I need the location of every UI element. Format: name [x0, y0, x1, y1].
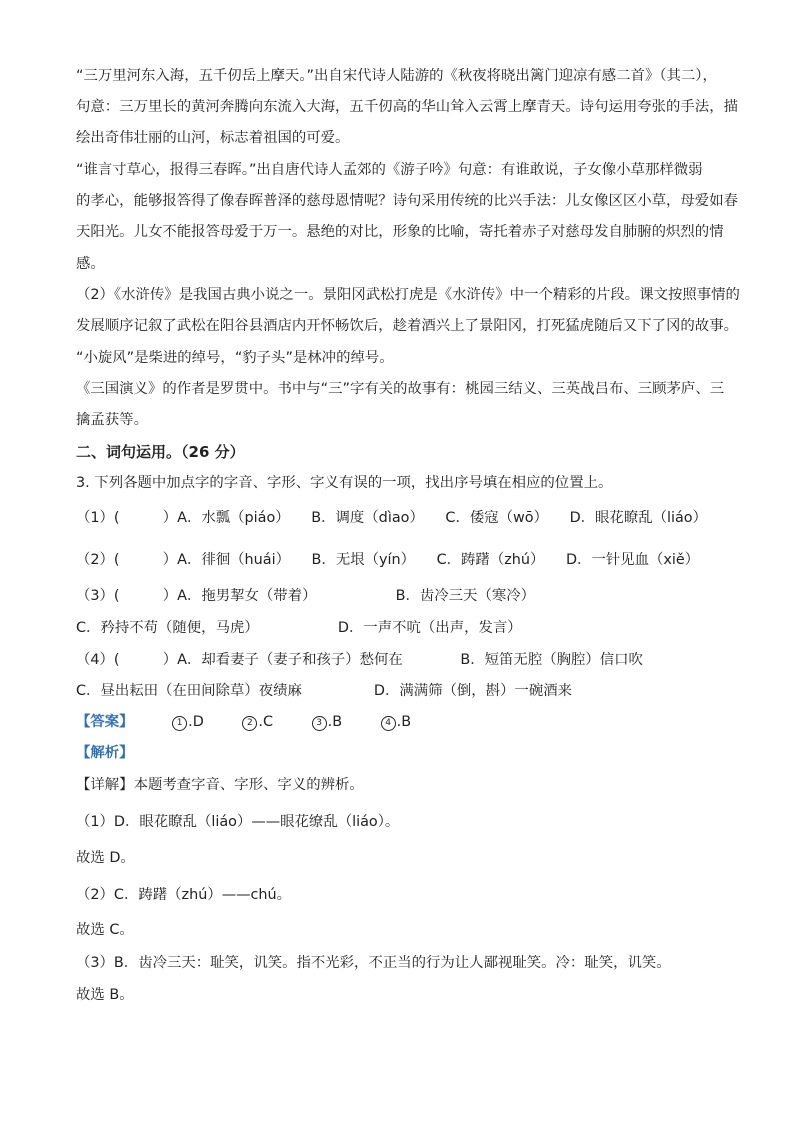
explanation-line: （3）B．齿冷三天：耻笑，讥笑。指不光彩，不正当的行为让人鄙视耻笑。冷：耻笑，讥笑。 — [76, 955, 671, 971]
question-stem: 3. 下列各题中加点字的字音、字形、字义有误的一项，找出序号填在相应的位置上。 — [76, 475, 613, 491]
answer-item: 1 .D — [172, 712, 204, 732]
text-line: “三万里河东入海，五千仞岳上摩天。”出自宋代诗人陆游的《秋夜将晓出篱门迎凉有感二首》（其二）， — [76, 68, 717, 84]
question-option-line: C．矜持不苟（随便，马虎） D．一声不吭（出声，发言） — [76, 620, 522, 636]
answer-item: 3 .B — [312, 712, 342, 732]
answer-label: 【答案】 — [76, 714, 134, 730]
conclusion-line: 故选 B。 — [76, 987, 134, 1003]
text-line: 天阳光。儿女不能报答母爱于万一。悬绝的对比，形象的比喻，寄托着赤子对慈母发自肺腑的炽烈的情 — [76, 224, 724, 240]
circled-number: 2 — [242, 716, 257, 731]
answer-item: 4 .B — [381, 712, 411, 732]
question-item: （4）( ）A．却看妻子（妻子和孩子）愁何在 B．短笛无腔（胸腔）信口吹 — [76, 652, 643, 668]
text-line: 发展顺序记叙了武松在阳谷县酒店内开怀畅饮后，趁着酒兴上了景阳冈，打死猛虎随后又下了冈的故事。 — [76, 318, 738, 334]
text-line: 句意：三万里长的黄河奔腾向东流入大海，五千仞高的华山耸入云霄上摩青天。诗句运用夸张的手法，描 — [76, 99, 738, 115]
answer-item: 2 .C — [242, 712, 273, 732]
text-line: 的孝心，能够报答得了像春晖普泽的慈母恩情呢？诗句采用传统的比兴手法：儿女像区区小草，母爱如春 — [76, 193, 738, 209]
question-item: （1）( ）A．水瓢（piáo） B．调度（dìao） C．倭寇（wō） D．眼花瞭乱（liáo） — [76, 510, 708, 526]
section-heading: 二、词句运用。（26 分） — [76, 443, 245, 461]
conclusion-line: 故选 C。 — [76, 922, 134, 938]
detail-line: 【详解】本题考查字音、字形、字义的辨析。 — [76, 777, 364, 793]
circled-number: 4 — [381, 716, 396, 731]
explanation-line: （2）C．踌躇（zhú）——chú。 — [76, 887, 292, 903]
text-line: 绘出奇伟壮丽的山河，标志着祖国的可爱。 — [76, 130, 350, 146]
answer-value: D — [192, 714, 204, 730]
answer-line — [76, 712, 411, 732]
circled-number: 3 — [312, 716, 327, 731]
answer-value: B — [332, 714, 343, 730]
text-line: 感。 — [76, 256, 105, 272]
analysis-label: 【解析】 — [76, 745, 134, 761]
text-line: 擒孟获等。 — [76, 412, 148, 428]
text-line: “小旋风”是柴进的绰号，“豹子头”是林冲的绰号。 — [76, 350, 394, 366]
answer-value: C — [262, 714, 274, 730]
explanation-line: （1）D．眼花瞭乱（liáo）——眼花缭乱（liáo）。 — [76, 814, 400, 830]
question-item: （3）( ）A．拖男挈女（带着） B．齿冷三天（寒冷） — [76, 588, 536, 604]
conclusion-line: 故选 D。 — [76, 850, 135, 866]
question-option-line: C．昼出耘田（在田间除草）夜绩麻 D．满满筛（倒，斟）一碗酒来 — [76, 683, 573, 699]
text-line: 《三国演义》的作者是罗贯中。书中与“三”字有关的故事有：桃园三结义、三英战吕布、三顾茅庐、三 — [76, 381, 725, 397]
answer-value: B — [401, 714, 412, 730]
circled-number: 1 — [172, 716, 187, 731]
question-item: （2）( ）A．徘徊（huái） B．无垠（yín） C．踌躇（zhú） D．一针见血（xiě） — [76, 552, 700, 568]
text-line: “谁言寸草心，报得三春晖。”出自唐代诗人孟郊的《游子吟》句意：有谁敢说，子女像小草那样微弱 — [76, 162, 703, 178]
text-line: （2）《水浒传》是我国古典小说之一。景阳冈武松打虎是《水浒传》中一个精彩的片段。课文按照事情的 — [76, 287, 740, 303]
